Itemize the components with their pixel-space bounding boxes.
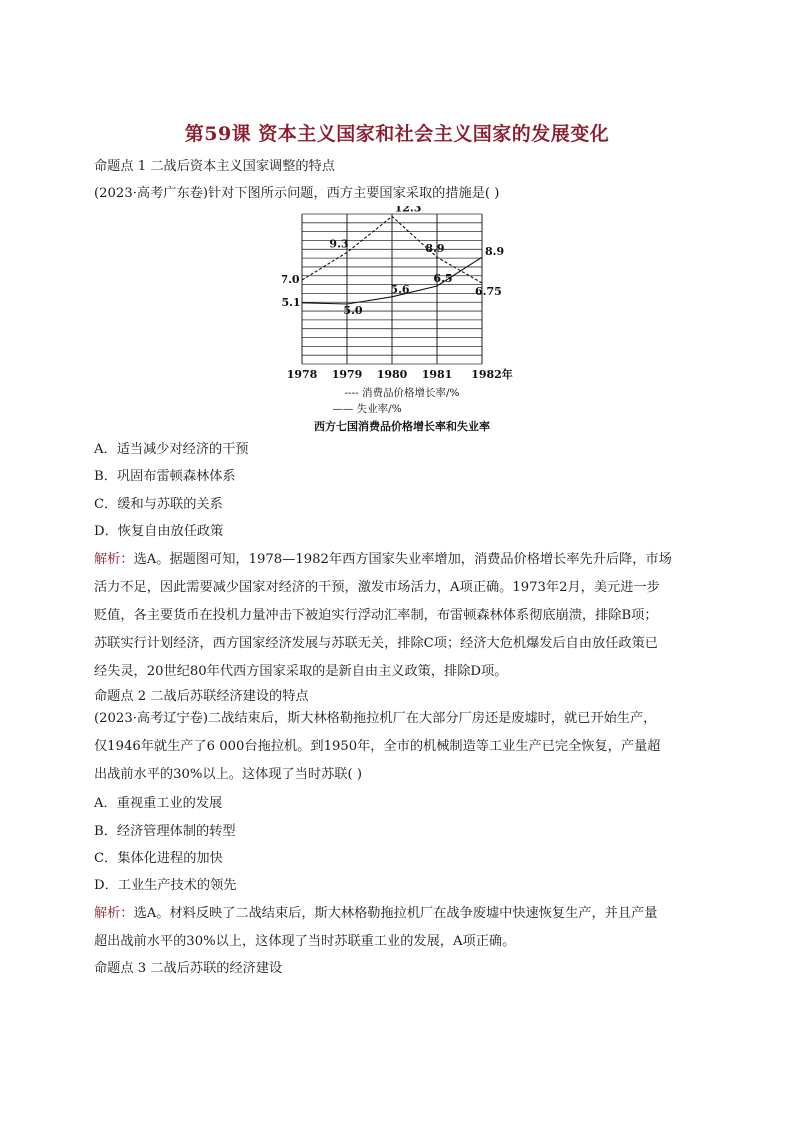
- chart-data-label: 5.0: [343, 304, 363, 317]
- q1-analysis-line: 苏联实行计划经济，西方国家经济发展与苏联无关，排除C项；经济大危机爆发后自由放任政策已: [94, 636, 658, 651]
- q2-option-c: C．集体化进程的加快: [94, 851, 223, 866]
- q2-stem-line: 仅1946年就生产了6 000台拖拉机。到1950年，全市的机械制造等工业生产已完全恢复，产量超: [94, 739, 661, 754]
- q2-option-d: D．工业生产技术的领先: [94, 878, 237, 893]
- analysis-label: 解析：: [94, 906, 134, 921]
- q2-analysis-line: 解析：选A。材料反映了二战结束后，斯大林格勒拖拉机厂在战争废墟中快速恢复生产，并且产量: [94, 906, 658, 921]
- chart-tick-label: 1979: [331, 368, 363, 381]
- q1-analysis: [94, 546, 700, 686]
- chart-data-label: 5.6: [390, 282, 410, 296]
- lesson-title: 第59课 资本主义国家和社会主义国家的发展变化: [184, 123, 610, 145]
- chart-data-label: 6.75: [475, 285, 502, 298]
- chart-legend-item: —— 失业率/%: [332, 403, 402, 415]
- q2-option-b: B．经济管理体制的转型: [94, 824, 236, 839]
- question-point-3: 命题点 3 二战后苏联的经济建设: [94, 961, 283, 976]
- chart-data-label: 8.9: [425, 242, 445, 256]
- q2-option-a: A．重视重工业的发展: [94, 796, 223, 811]
- q1-analysis-line: 活力不足，因此需要减少国家对经济的干预，激发市场活力，A项正确。1973年2月，美元进一步: [94, 580, 660, 595]
- q1-option-c: C．缓和与苏联的关系: [94, 497, 223, 512]
- q2-analysis: [94, 900, 700, 956]
- q1-option-b: B．巩固布雷顿森林体系: [94, 469, 236, 484]
- question-1-stem: (2023·高考广东卷)针对下图所示问题，西方主要国家采取的措施是( ): [94, 186, 500, 201]
- q1-option-a: A．适当减少对经济的干预: [94, 442, 249, 457]
- chart-title: 西方七国消费品价格增长率和失业率: [314, 420, 490, 432]
- question-point-2: 命题点 2 二战后苏联经济建设的特点: [94, 689, 309, 704]
- chart-data-label: 8.9: [485, 245, 505, 259]
- q2-analysis-line: 超出战前水平的30%以上，这体现了当时苏联重工业的发展，A项正确。: [94, 934, 516, 949]
- chart-data-label: 9.3: [329, 237, 349, 251]
- chart-data-label: 12.3: [394, 206, 422, 215]
- question-point-1: 命题点 1 二战后资本主义国家调整的特点: [94, 159, 335, 174]
- q1-analysis-line: 解析：选A。据题图可知，1978—1982年西方国家失业率增加，消费品价格增长率先升后降，市场: [94, 552, 672, 567]
- q2-stem-line: (2023·高考辽宁卷)二战结束后，斯大林格勒拖拉机厂在大部分厂房还是废墟时，就已开始生产，: [94, 711, 657, 726]
- q1-analysis-line: 经失灵，20世纪80年代西方国家采取的是新自由主义政策，排除D项。: [94, 664, 508, 679]
- q1-analysis-line: 贬值，各主要货币在投机力量冲击下被迫实行浮动汇率制，布雷顿森林体系彻底崩溃，排除B项；: [94, 608, 658, 623]
- q2-stem-line: 出战前水平的30%以上。这体现了当时苏联( ): [94, 767, 362, 782]
- chart-data-label: 5.1: [282, 295, 301, 309]
- chart-data-label: 7.0: [282, 273, 300, 286]
- chart-tick-label: 1980: [376, 368, 408, 381]
- chart-legend-item: ---- 消费品价格增长率/%: [344, 387, 460, 399]
- chart: [282, 206, 522, 432]
- chart-tick-label: 1981: [421, 368, 453, 381]
- q1-option-d: D．恢复自由放任政策: [94, 524, 224, 539]
- question-2-stem: [94, 705, 700, 789]
- chart-svg: [282, 206, 522, 432]
- chart-data-label: 6.5: [433, 272, 453, 285]
- chart-tick-label: 1978: [286, 368, 318, 381]
- chart-tick-label: 1982年: [471, 368, 513, 381]
- analysis-label: 解析：: [94, 552, 134, 567]
